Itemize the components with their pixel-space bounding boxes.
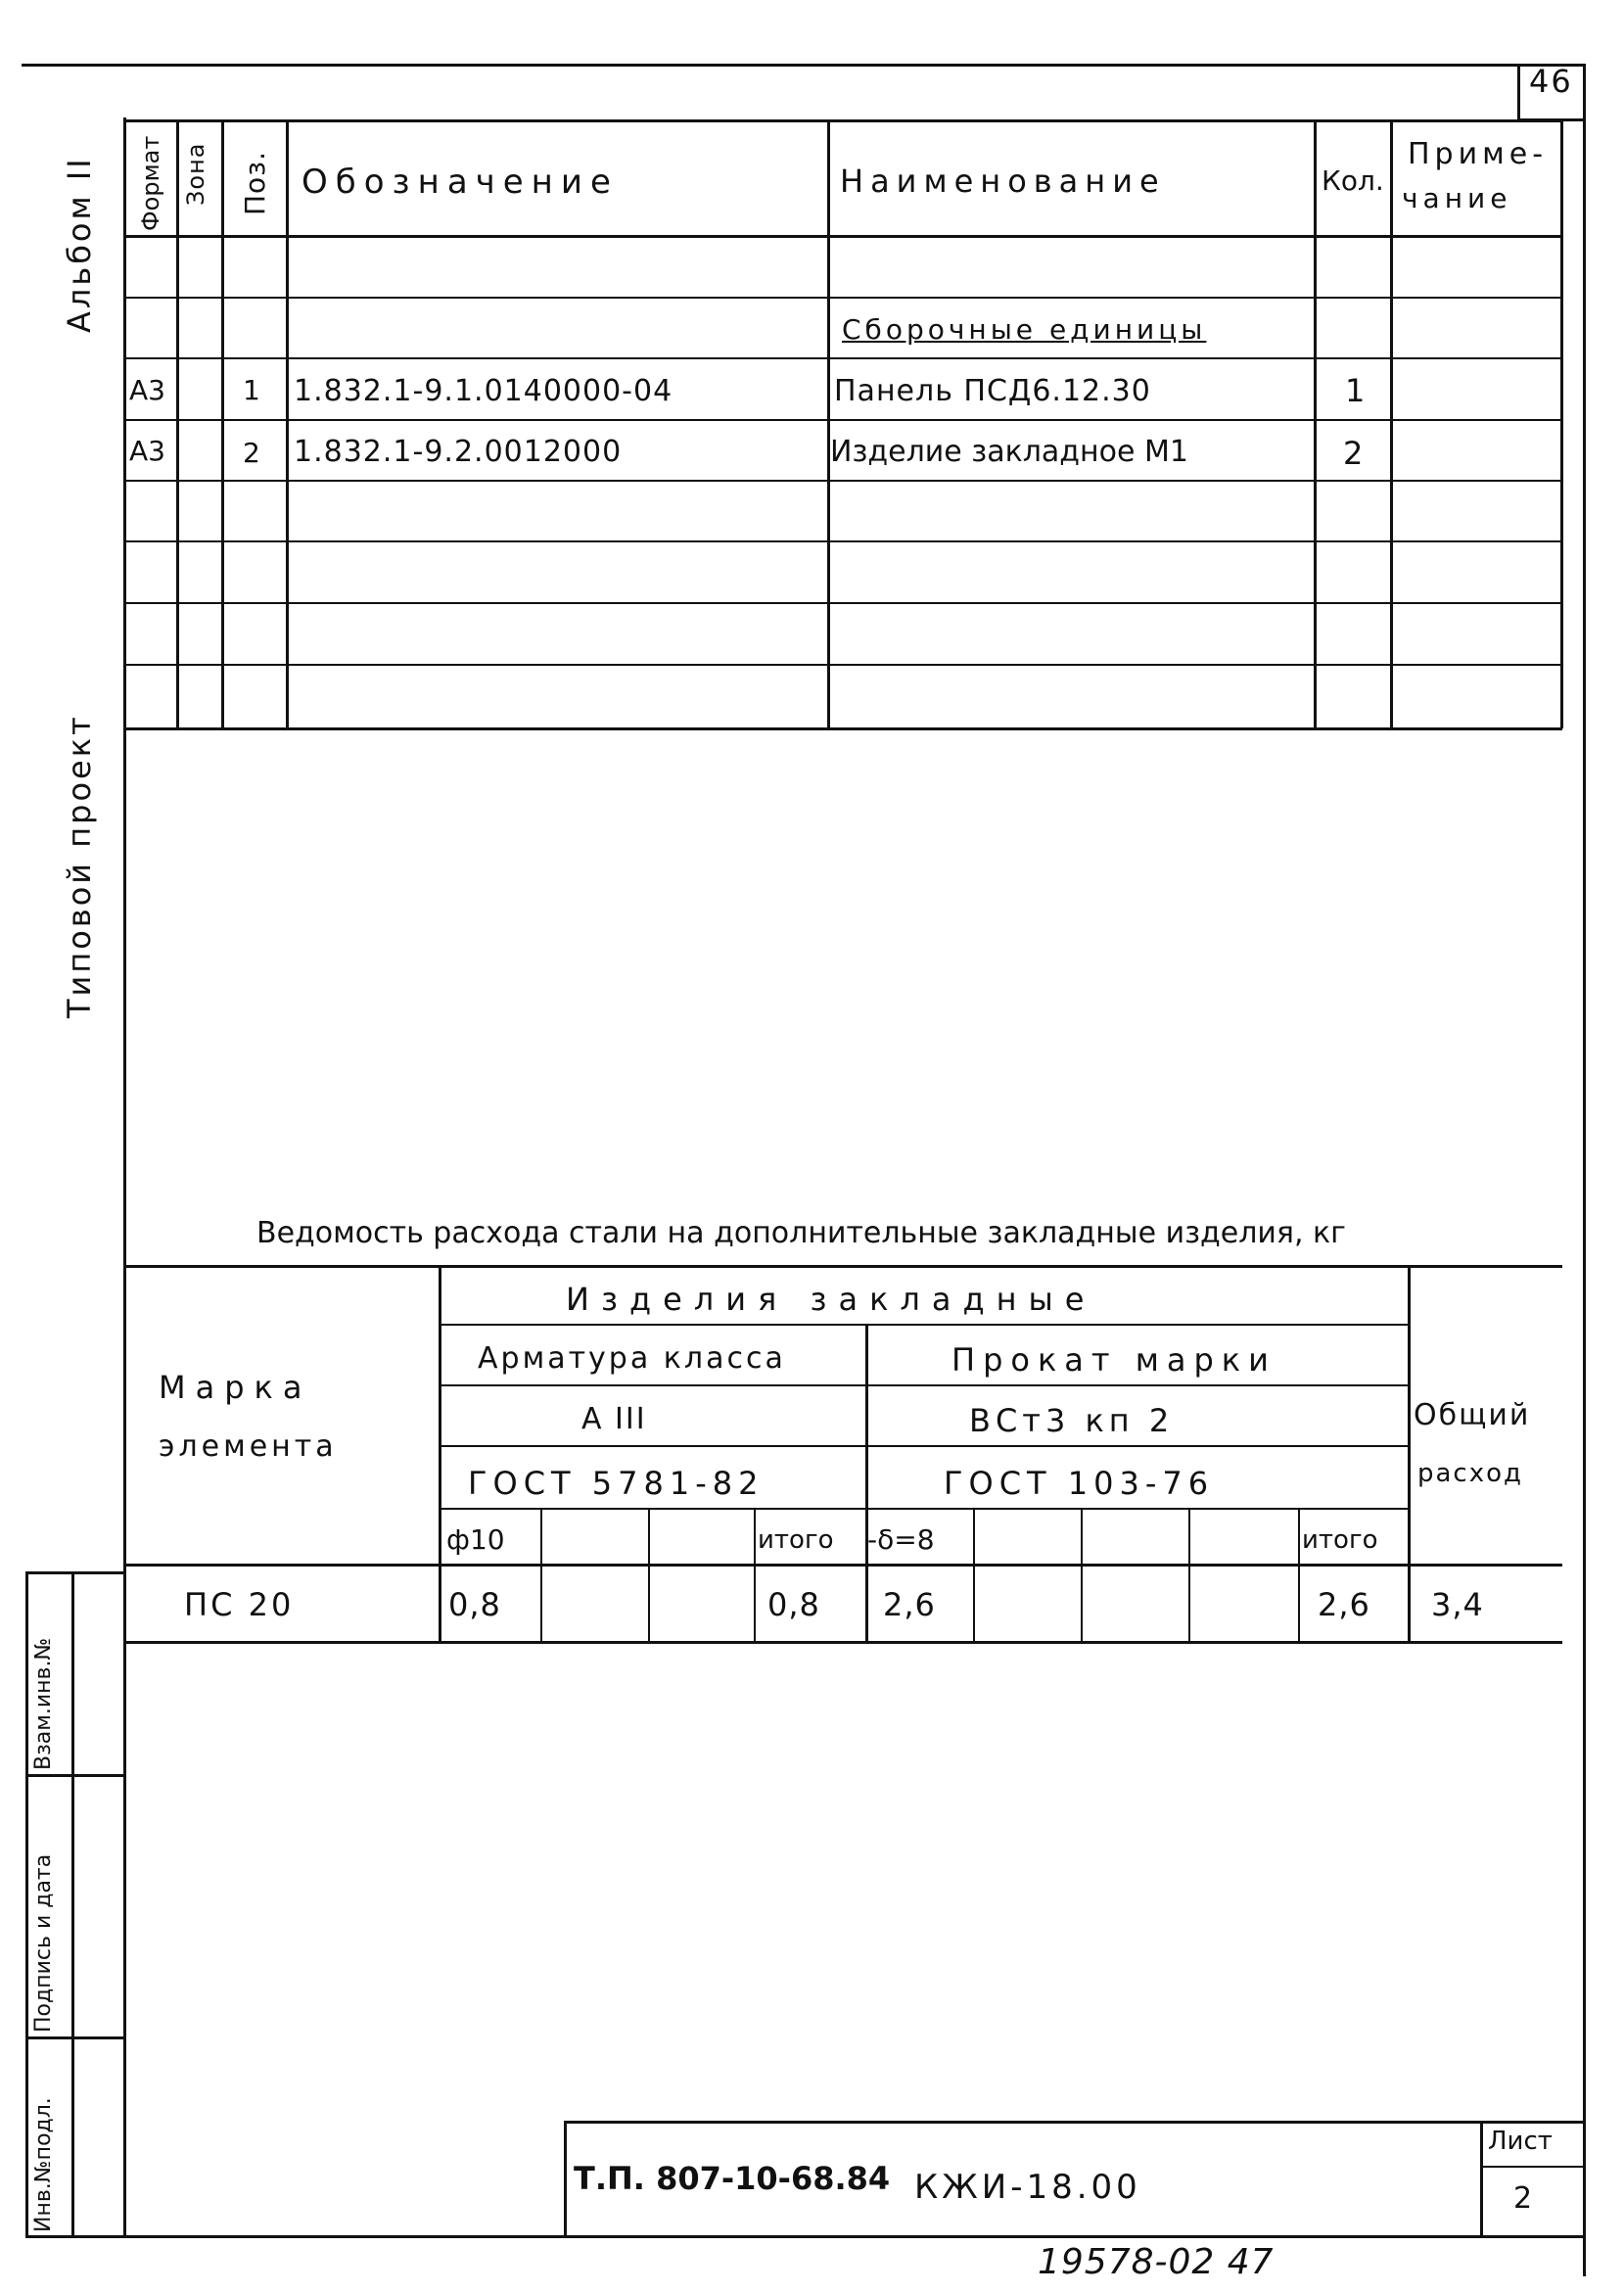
header-note-line1: Приме- bbox=[1408, 137, 1549, 171]
row-pos: 1 bbox=[243, 374, 262, 406]
col-d10: ф10 bbox=[446, 1523, 505, 1556]
stamp-vzam-label: Взам.инв.№ bbox=[31, 1637, 56, 1770]
sheet-label: Лист bbox=[1488, 2127, 1553, 2156]
row-name: Изделие закладное М1 bbox=[830, 435, 1188, 469]
row-name: Панель ПСД6.12.30 bbox=[834, 374, 1151, 408]
header-note-line2: чание bbox=[1402, 182, 1512, 214]
frame-right-line bbox=[1583, 64, 1586, 2276]
rebar-header: Арматура класса bbox=[478, 1341, 786, 1376]
steel-itogo-rebar: 0,8 bbox=[767, 1586, 820, 1623]
stamp-inv-podl-label: Инв.№подл. bbox=[31, 2097, 56, 2232]
steel-title: Ведомость расхода стали на дополнительные закладные изделия, кг bbox=[256, 1216, 1346, 1250]
row-format: А3 bbox=[129, 374, 165, 406]
steel-d10: 0,8 bbox=[448, 1586, 501, 1623]
row-pos: 2 bbox=[243, 437, 262, 469]
header-pos: Поз. bbox=[239, 151, 271, 215]
steel-mark: ПС 20 bbox=[184, 1586, 295, 1623]
row-qty: 2 bbox=[1343, 435, 1366, 472]
col-delta: -δ=8 bbox=[867, 1523, 935, 1556]
header-format: Формат bbox=[137, 135, 164, 231]
frame-left-line bbox=[123, 117, 126, 2237]
row-format: А3 bbox=[129, 435, 165, 467]
row-designation: 1.832.1-9.2.0012000 bbox=[294, 435, 623, 469]
handwritten-number: 19578-02 47 bbox=[1038, 2242, 1275, 2282]
page-number-box-left bbox=[1517, 64, 1520, 120]
mark-header-line1: Марка bbox=[159, 1369, 312, 1406]
header-name: Наименование bbox=[840, 163, 1166, 200]
total-header-line1: Общий bbox=[1414, 1398, 1531, 1432]
album-label: Альбом II bbox=[61, 156, 98, 333]
header-zone: Зона bbox=[182, 142, 209, 206]
steel-itogo-rolled: 2,6 bbox=[1318, 1586, 1370, 1623]
rebar-gost: ГОСТ 5781-82 bbox=[468, 1465, 765, 1502]
steel-delta: 2,6 bbox=[883, 1586, 936, 1623]
frame-top-line bbox=[22, 64, 1586, 67]
row-qty: 1 bbox=[1345, 372, 1368, 409]
col-itogo-rebar: итого bbox=[758, 1525, 834, 1555]
header-qty: Кол. bbox=[1322, 164, 1384, 197]
col-itogo-rolled: итого bbox=[1302, 1525, 1378, 1555]
frame-bottom-line bbox=[71, 2235, 1584, 2238]
rolled-grade: ВСт3 кп 2 bbox=[969, 1402, 1175, 1439]
section-title: Сборочные единицы bbox=[842, 313, 1207, 346]
rolled-gost: ГОСТ 103-76 bbox=[944, 1465, 1215, 1502]
total-header-line2: расход bbox=[1417, 1459, 1524, 1488]
project-label: Типовой проект bbox=[61, 714, 98, 1018]
group-header: Изделия закладные bbox=[566, 1281, 1096, 1318]
steel-total: 3,4 bbox=[1431, 1586, 1484, 1623]
sheet-number: 2 bbox=[1513, 2181, 1535, 2216]
page-number: 46 bbox=[1529, 63, 1573, 100]
mark-header-line2: элемента bbox=[159, 1429, 338, 1464]
stamp-sign-date-label: Подпись и дата bbox=[31, 1853, 56, 2033]
header-designation: Обозначение bbox=[302, 163, 619, 202]
doc-code: Т.П. 807-10-68.84 bbox=[574, 2160, 891, 2197]
rolled-header: Прокат марки bbox=[951, 1341, 1276, 1379]
rebar-class: А III bbox=[581, 1402, 647, 1436]
doc-mark: КЖИ-18.00 bbox=[914, 2168, 1141, 2207]
row-designation: 1.832.1-9.1.0140000-04 bbox=[294, 374, 673, 408]
